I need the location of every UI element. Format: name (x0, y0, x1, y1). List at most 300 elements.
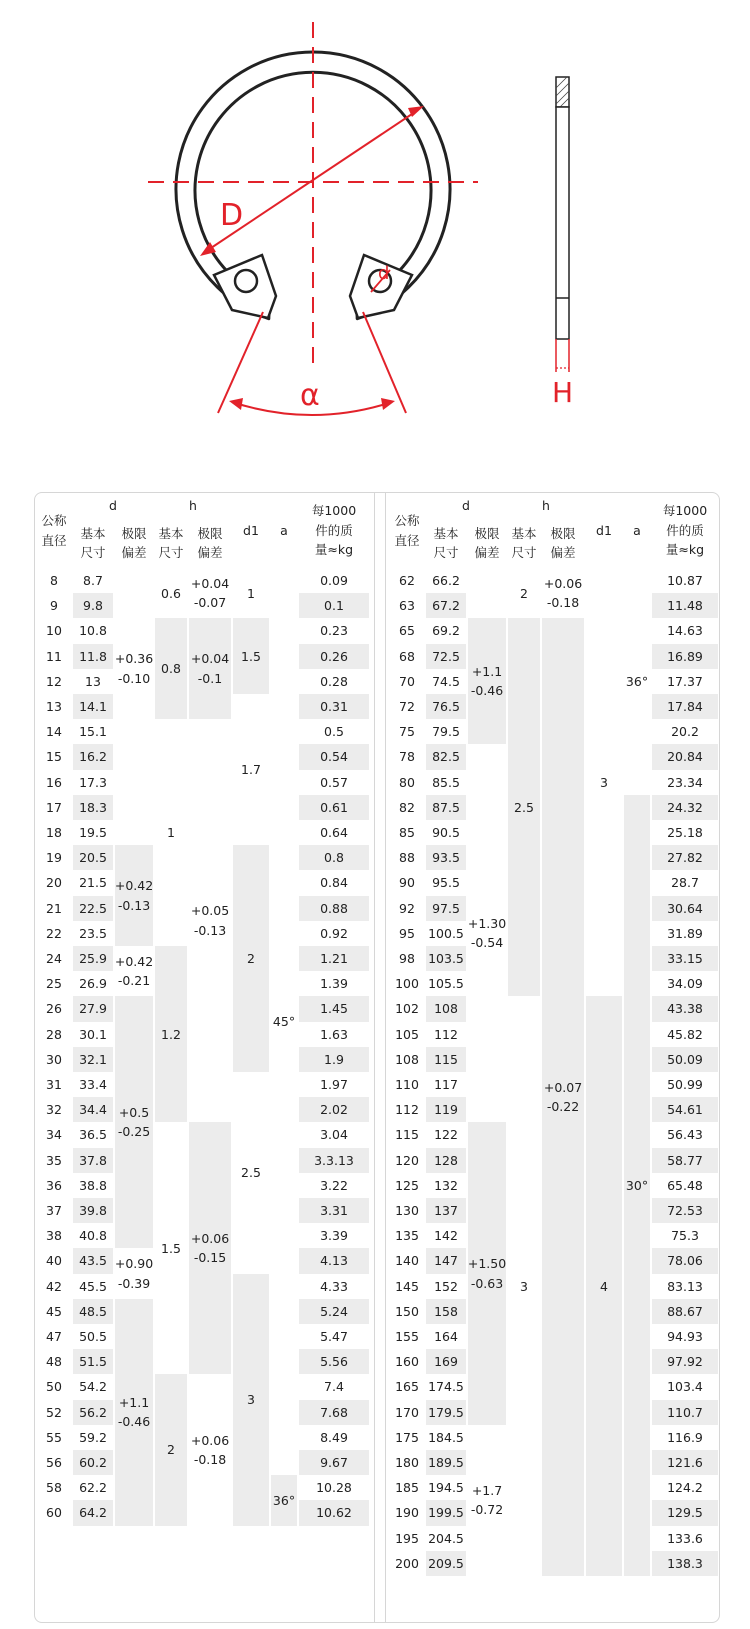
cell-d-basic-line: 66.2 (432, 572, 460, 588)
cell-mass-line: 0.31 (320, 698, 348, 714)
cell-d-tol-group-line: +1.50 (467, 1256, 507, 1272)
cell-mass-line: 10.28 (316, 1480, 352, 1496)
cell-mass-line: 116.9 (667, 1429, 703, 1445)
cell-mass (299, 1248, 369, 1273)
cell-mass-line: 1.45 (320, 1001, 348, 1017)
cell-d-basic-line: 37.8 (79, 1152, 107, 1168)
cell-nominal (37, 1122, 71, 1147)
cell-d-tol-group (468, 1122, 506, 1424)
label-H: H (552, 376, 574, 409)
header-d (426, 493, 506, 518)
cell-nominal-line: 80 (399, 774, 415, 790)
cell-mass (299, 618, 369, 643)
cell-mass (299, 1097, 369, 1122)
cell-nominal (390, 1274, 424, 1299)
cell-mass-line: 103.4 (667, 1379, 703, 1395)
cell-mass-line: 27.82 (667, 850, 703, 866)
cell-mass (299, 1450, 369, 1475)
cell-nominal-line: 115 (395, 1127, 419, 1143)
cell-d-basic-line: 39.8 (79, 1202, 107, 1218)
cell-mass-line: 0.84 (320, 875, 348, 891)
cell-nominal-line: 110 (395, 1076, 419, 1092)
cell-h-tol-group-line: +0.06 (190, 1231, 230, 1247)
cell-d1-group (233, 618, 269, 694)
cell-d-tol-group (468, 618, 506, 744)
cell-h-tol-group (189, 618, 231, 719)
cell-h-basic-group-line: 1 (167, 824, 175, 840)
table-divider (372, 493, 388, 1622)
cell-mass (299, 1349, 369, 1374)
cell-h-basic-group-line: 3 (520, 1278, 528, 1294)
cell-d-basic-line: 85.5 (432, 774, 460, 790)
cell-mass-line: 0.23 (320, 623, 348, 639)
cell-nominal-line: 36 (46, 1177, 62, 1193)
cell-mass (299, 1425, 369, 1450)
cell-d-basic-line: 59.2 (79, 1429, 107, 1445)
cell-h-tol-group (189, 719, 231, 1122)
cell-nominal-line: 26 (46, 1001, 62, 1017)
cell-nominal (390, 1022, 424, 1047)
cell-d1-group (586, 996, 622, 1576)
cell-d-basic (73, 1349, 113, 1374)
cell-h-basic-group (508, 618, 540, 996)
cell-nominal (37, 1450, 71, 1475)
cell-d-basic-line: 56.2 (79, 1404, 107, 1420)
cell-a-group (271, 568, 297, 1475)
cell-nominal (37, 1349, 71, 1374)
cell-nominal (37, 1299, 71, 1324)
cell-d-basic (426, 1248, 466, 1273)
cell-nominal (37, 921, 71, 946)
cell-mass (299, 770, 369, 795)
cell-d-basic-line: 103.5 (428, 950, 464, 966)
cell-d1-group (233, 694, 269, 845)
cell-h-tol-group (542, 618, 584, 1576)
cell-mass-line: 23.34 (667, 774, 703, 790)
cell-d-tol-group-line: -0.10 (117, 670, 151, 686)
cell-h-tol-group-line: -0.1 (197, 670, 223, 686)
cell-mass-line: 9.67 (320, 1454, 348, 1470)
cell-h-tol-group-line: -0.18 (193, 1451, 227, 1467)
cell-h-tol-group (189, 1122, 231, 1374)
cell-mass (299, 593, 369, 618)
cell-nominal-line: 88 (399, 850, 415, 866)
cell-d-basic-line: 43.5 (79, 1253, 107, 1269)
cell-d1-group-line: 3 (600, 774, 608, 790)
cell-d-basic-line: 19.5 (79, 824, 107, 840)
header-d1 (233, 493, 269, 568)
cell-d-tol-group-line: -0.21 (117, 973, 151, 989)
header-h-basic-line: 尺寸 (511, 545, 537, 560)
header-nominal-line: 直径 (394, 532, 420, 548)
cell-nominal-line: 190 (395, 1505, 419, 1521)
cell-nominal-line: 60 (46, 1505, 62, 1521)
cell-d-basic (73, 644, 113, 669)
cell-d-basic-line: 79.5 (432, 724, 460, 740)
cell-d-basic-line: 115 (434, 1051, 458, 1067)
cell-d-basic (426, 593, 466, 618)
cell-d-basic-line: 112 (434, 1026, 458, 1042)
cell-nominal-line: 160 (395, 1354, 419, 1370)
cell-d-basic (73, 669, 113, 694)
cell-nominal (390, 1475, 424, 1500)
cell-d-basic-line: 21.5 (79, 875, 107, 891)
cell-d-basic-line: 119 (434, 1102, 458, 1118)
cell-d1-group (233, 1274, 269, 1526)
cell-d-basic (73, 1274, 113, 1299)
cell-mass (299, 669, 369, 694)
cell-d-basic (73, 820, 113, 845)
header-d1 (586, 493, 622, 568)
cell-mass (652, 770, 718, 795)
cell-mass (652, 1299, 718, 1324)
cell-d-basic (426, 618, 466, 643)
cell-h-tol-group-line: -0.22 (546, 1099, 580, 1115)
cell-d-basic (73, 1198, 113, 1223)
cell-a-group (624, 568, 650, 795)
cell-d-basic-line: 54.2 (79, 1379, 107, 1395)
cell-nominal-line: 85 (399, 824, 415, 840)
cell-d-basic-line: 105.5 (428, 976, 464, 992)
cell-nominal (390, 719, 424, 744)
cell-mass-line: 78.06 (667, 1253, 703, 1269)
cell-d-tol-group-line: +0.90 (114, 1256, 154, 1272)
cell-d-basic-line: 64.2 (79, 1505, 107, 1521)
cell-d-tol-group-line: +0.36 (114, 651, 154, 667)
cell-d-basic (426, 996, 466, 1021)
cell-d-basic-line: 69.2 (432, 623, 460, 639)
cell-nominal-line: 195 (395, 1530, 419, 1546)
cell-mass (652, 1324, 718, 1349)
cell-mass (652, 870, 718, 895)
cell-nominal (37, 820, 71, 845)
spec-tables-panel (34, 492, 720, 1623)
cell-h-basic-group-line: 2 (520, 585, 528, 601)
cell-mass-line: 3.31 (320, 1202, 348, 1218)
cell-d-basic (73, 1173, 113, 1198)
cell-d-tol-group-line: +0.42 (114, 953, 154, 969)
cell-nominal-line: 31 (46, 1076, 62, 1092)
cell-nominal (37, 1173, 71, 1198)
cell-nominal-line: 18 (46, 824, 62, 840)
cell-nominal (390, 1349, 424, 1374)
cell-mass (299, 921, 369, 946)
cell-nominal-line: 34 (46, 1127, 62, 1143)
header-h-basic-line: 尺寸 (158, 545, 184, 560)
cell-d-basic (426, 1324, 466, 1349)
cell-nominal-line: 8 (50, 572, 58, 588)
cell-nominal-line: 180 (395, 1454, 419, 1470)
cell-d-basic-line: 147 (434, 1253, 458, 1269)
cell-d-basic-line: 18.3 (79, 799, 107, 815)
header-h-tolerance (189, 518, 231, 568)
cell-d1-group-line: 3 (247, 1391, 255, 1407)
cell-nominal-line: 45 (46, 1303, 62, 1319)
cell-mass-line: 138.3 (667, 1555, 703, 1571)
header-d-tolerance-line: 偏差 (474, 545, 500, 560)
cell-d-basic (73, 971, 113, 996)
cell-d-basic-line: 16.2 (79, 749, 107, 765)
cell-nominal (37, 870, 71, 895)
cell-nominal-line: 21 (46, 900, 62, 916)
cell-d-basic-line: 74.5 (432, 673, 460, 689)
cell-d-basic (426, 1072, 466, 1097)
cell-d-basic-line: 10.8 (79, 623, 107, 639)
cell-d-basic-line: 51.5 (79, 1354, 107, 1370)
cell-d-basic-line: 30.1 (79, 1026, 107, 1042)
cell-d-tol-group (468, 1425, 506, 1576)
cell-d-basic-line: 87.5 (432, 799, 460, 815)
header-h-basic-line: 基本 (511, 525, 537, 541)
cell-mass (652, 1148, 718, 1173)
cell-nominal (37, 568, 71, 593)
cell-d-basic (73, 593, 113, 618)
cell-nominal (390, 896, 424, 921)
header-h-tolerance-line: 极限 (550, 525, 576, 541)
cell-nominal-line: 65 (399, 623, 415, 639)
cell-d-basic-line: 100.5 (428, 925, 464, 941)
cell-d-basic-line: 90.5 (432, 824, 460, 840)
cell-d1-group-line: 4 (600, 1278, 608, 1294)
cell-nominal (390, 1097, 424, 1122)
cell-nominal (390, 593, 424, 618)
cell-mass (652, 1526, 718, 1551)
cell-mass (652, 669, 718, 694)
cell-mass (299, 1475, 369, 1500)
cell-d-basic-line: 72.5 (432, 648, 460, 664)
cell-mass (299, 744, 369, 769)
header-d-tolerance (468, 518, 506, 568)
cell-mass (299, 719, 369, 744)
cell-mass (652, 946, 718, 971)
cell-mass-line: 3.22 (320, 1177, 348, 1193)
cell-d-basic (73, 946, 113, 971)
cell-d-basic (426, 1173, 466, 1198)
cell-nominal-line: 16 (46, 774, 62, 790)
cell-nominal-line: 135 (395, 1228, 419, 1244)
cell-h-basic-group (155, 1122, 187, 1374)
cell-mass (652, 719, 718, 744)
cell-d-basic (73, 1450, 113, 1475)
cell-nominal (390, 669, 424, 694)
cell-d-basic-line: 142 (434, 1228, 458, 1244)
cell-h-tol-group-line: -0.18 (546, 595, 580, 611)
cell-mass-line: 1.97 (320, 1076, 348, 1092)
cell-nominal-line: 42 (46, 1278, 62, 1294)
cell-h-basic-group (155, 719, 187, 946)
header-nominal (390, 493, 424, 568)
cell-d-basic (426, 820, 466, 845)
cell-d-basic-line: 27.9 (79, 1001, 107, 1017)
cell-mass-line: 88.67 (667, 1303, 703, 1319)
cell-d-tol-group (115, 1248, 153, 1298)
cell-d-tol-group-line: -0.39 (117, 1275, 151, 1291)
cell-nominal (390, 971, 424, 996)
cell-mass (652, 1274, 718, 1299)
cell-nominal-line: 17 (46, 799, 62, 815)
cell-d-basic (426, 1551, 466, 1576)
cell-mass (299, 1198, 369, 1223)
cell-mass (652, 618, 718, 643)
cell-d-basic (426, 795, 466, 820)
cell-d-tol-group (115, 946, 153, 996)
cell-mass-line: 56.43 (667, 1127, 703, 1143)
cell-a-group (624, 795, 650, 1576)
cell-d-basic (426, 845, 466, 870)
cell-nominal (37, 1097, 71, 1122)
cell-mass (652, 1022, 718, 1047)
cell-h-tol-group-line: +0.05 (190, 903, 230, 919)
cell-d-basic-line: 76.5 (432, 698, 460, 714)
cell-mass (299, 694, 369, 719)
cell-mass (652, 1122, 718, 1147)
cell-mass-line: 58.77 (667, 1152, 703, 1168)
cell-d-basic-line: 174.5 (428, 1379, 464, 1395)
cell-d-basic-line: 97.5 (432, 900, 460, 916)
cell-mass-line: 17.37 (667, 673, 703, 689)
cell-h-tol-group-line: -0.07 (193, 595, 227, 611)
cell-mass (652, 1450, 718, 1475)
cell-d-basic-line: 13 (85, 673, 101, 689)
cell-d1-group (233, 568, 269, 618)
cell-d-basic (73, 568, 113, 593)
cell-nominal (37, 896, 71, 921)
arrowhead (381, 398, 395, 410)
cell-mass-line: 1.63 (320, 1026, 348, 1042)
cell-mass (299, 820, 369, 845)
cell-mass-line: 5.24 (320, 1303, 348, 1319)
cell-d-basic (426, 1500, 466, 1525)
cell-a-group-line: 36° (272, 1492, 296, 1508)
cell-mass-line: 33.15 (667, 950, 703, 966)
cell-d-basic (426, 1450, 466, 1475)
cell-mass (652, 971, 718, 996)
header-nominal-line: 公称 (394, 513, 420, 529)
cell-nominal (37, 946, 71, 971)
cell-mass-line: 50.09 (667, 1051, 703, 1067)
cell-nominal (390, 1072, 424, 1097)
header-h-basic-line: 基本 (158, 525, 184, 541)
cell-mass-line: 1.21 (320, 950, 348, 966)
cell-mass-line: 3.04 (320, 1127, 348, 1143)
cell-d1-group-line: 2.5 (241, 1165, 261, 1181)
header-nominal-line: 直径 (41, 532, 67, 548)
cell-nominal (37, 1223, 71, 1248)
cell-mass-line: 129.5 (667, 1505, 703, 1521)
header-h (508, 493, 584, 518)
cell-d-basic-line: 204.5 (428, 1530, 464, 1546)
cell-mass-line: 75.3 (671, 1228, 699, 1244)
cell-mass (652, 744, 718, 769)
header-d-tolerance-line: 偏差 (121, 545, 147, 560)
header-h-basic (155, 518, 187, 568)
cell-a-group (271, 1475, 297, 1525)
cell-d-basic (73, 1374, 113, 1399)
cell-nominal (390, 568, 424, 593)
header-mass-line: 每1000 (662, 503, 708, 519)
cell-mass (299, 996, 369, 1021)
cell-d-basic (426, 946, 466, 971)
cell-mass-line: 0.57 (320, 774, 348, 790)
cell-nominal (390, 921, 424, 946)
cell-mass-line: 0.88 (320, 900, 348, 916)
cell-d-basic (73, 1072, 113, 1097)
cell-d-basic (426, 694, 466, 719)
cell-mass (299, 1223, 369, 1248)
cell-nominal (37, 1072, 71, 1097)
cell-d-basic (73, 694, 113, 719)
cell-nominal-line: 68 (399, 648, 415, 664)
cell-mass-line: 20.84 (667, 749, 703, 765)
cell-mass-line: 0.09 (320, 572, 348, 588)
cell-mass (299, 568, 369, 593)
cell-mass-line: 0.92 (320, 925, 348, 941)
header-nominal (37, 493, 71, 568)
cell-nominal-line: 37 (46, 1202, 62, 1218)
header-mass-line: 量≈kg (314, 542, 354, 558)
cell-nominal (37, 1047, 71, 1072)
cell-nominal (390, 1551, 424, 1576)
cell-mass-line: 1.39 (320, 976, 348, 992)
cell-nominal (37, 1148, 71, 1173)
cell-h-basic-group-line: 2 (167, 1442, 175, 1458)
side-view-body (556, 107, 569, 339)
cell-d-basic (73, 1425, 113, 1450)
cell-d-basic-line: 26.9 (79, 976, 107, 992)
cell-nominal (37, 618, 71, 643)
cell-h-tol-group-line: +0.06 (543, 575, 583, 591)
cell-nominal-line: 50 (46, 1379, 62, 1395)
cell-nominal (390, 644, 424, 669)
cell-d-basic-line: 45.5 (79, 1278, 107, 1294)
cell-d-basic (73, 1324, 113, 1349)
cell-mass (652, 1047, 718, 1072)
cell-h-tol-group-line: +0.07 (543, 1079, 583, 1095)
cell-mass (652, 921, 718, 946)
cell-nominal (390, 744, 424, 769)
cell-mass (299, 795, 369, 820)
cell-d-tol-group-line: -0.63 (470, 1275, 504, 1291)
cell-mass (299, 1500, 369, 1525)
cell-mass (652, 1223, 718, 1248)
cell-d-basic-line: 169 (434, 1354, 458, 1370)
cell-d-basic (73, 996, 113, 1021)
cell-mass (299, 1148, 369, 1173)
cell-nominal (390, 770, 424, 795)
cell-mass (299, 845, 369, 870)
cell-nominal-line: 145 (395, 1278, 419, 1294)
cell-mass-line: 4.33 (320, 1278, 348, 1294)
cell-d-basic-line: 194.5 (428, 1480, 464, 1496)
cell-d-basic (426, 744, 466, 769)
header-mass-line: 件的质 (315, 522, 353, 538)
cell-nominal (37, 996, 71, 1021)
cell-d-basic-line: 60.2 (79, 1454, 107, 1470)
cell-d-tol-group-line: +0.42 (114, 878, 154, 894)
cell-d1-group (586, 568, 622, 996)
cell-d-basic (73, 1097, 113, 1122)
cell-nominal-line: 10 (46, 623, 62, 639)
cell-nominal-line: 130 (395, 1202, 419, 1218)
cell-nominal-line: 125 (395, 1177, 419, 1193)
cell-nominal-line: 75 (399, 724, 415, 740)
cell-d-basic (426, 1475, 466, 1500)
cell-d-basic (73, 1223, 113, 1248)
cell-mass (299, 1374, 369, 1399)
cell-mass-line: 17.84 (667, 698, 703, 714)
cell-mass (652, 820, 718, 845)
cell-nominal (37, 1500, 71, 1525)
